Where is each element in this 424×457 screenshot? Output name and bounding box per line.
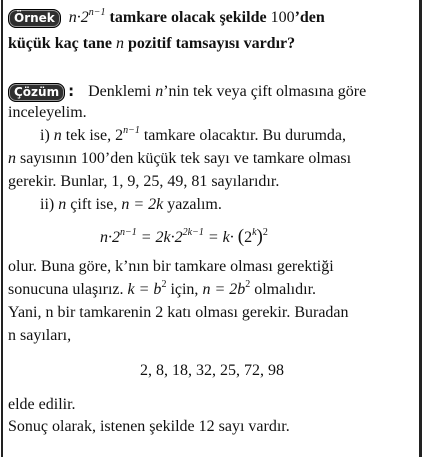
solution-colon: : (68, 82, 75, 100)
question-text-1b: ’den (294, 9, 325, 26)
line8-k-eq: k = b (127, 281, 162, 298)
solution-line-6 (40, 196, 222, 214)
eq-open-paren: ( (237, 226, 245, 247)
eq-term-2: = 2k·2 (136, 229, 183, 246)
case-i-text-2: tamkare olacaktır. Bu durumda, (139, 127, 347, 144)
solution-line-7: olur. Buna göre, k’nın bir tamkare olması gerektiği (8, 258, 334, 275)
solution-line-5: gerekir. Bunlar, 1, 9, 25, 49, 81 sayılarıdır. (8, 173, 280, 190)
solution-line-4 (8, 150, 351, 168)
solution-line-11: elde edilir. (8, 396, 76, 413)
solution-line-2: inceleyelim. (8, 104, 87, 121)
main-equation (100, 226, 268, 248)
line4-var: n (8, 150, 16, 167)
right-border (419, 0, 422, 457)
eq-exp-2: 2k−1 (182, 227, 204, 238)
question-text-2b: pozitif tamsayısı vardır? (124, 35, 296, 52)
question-line-1 (8, 9, 325, 28)
eq-term-3: = k· (203, 229, 238, 246)
line8-text-c: için, (166, 281, 203, 298)
sol-text-1a: Denklemi (88, 83, 156, 100)
question-number-100: 100 (270, 9, 295, 26)
left-border (1, 0, 3, 457)
solution-line-8 (8, 281, 316, 299)
question-text-2a: küçük kaç tane (8, 35, 117, 52)
solution-line-3 (40, 127, 346, 145)
sol-var-n: n (155, 83, 164, 100)
expr-exponent: n−1 (88, 7, 106, 18)
case-i-exponent: n−1 (123, 125, 140, 136)
case-ii-text-2: yazalım. (163, 196, 222, 213)
example-badge: Örnek (8, 9, 61, 28)
solution-conclusion: Sonuç olarak, istenen şekilde 12 sayı vardır. (8, 418, 290, 435)
line8-n-eq: n = 2b (202, 281, 246, 298)
question-expr (69, 9, 106, 26)
line8-exp-1: 2 (161, 279, 167, 290)
line8-text-a: sonucuna ulaşırız. (8, 281, 128, 298)
eq-close-paren: ) (256, 226, 263, 247)
line8-exp-2: 2 (245, 279, 251, 290)
question-line-2 (8, 35, 295, 53)
solution-line-9: Yani, n bir tamkarenin 2 katı olması gerekir. Buradan (8, 304, 349, 321)
solution-line-10: n sayıları, (8, 327, 72, 344)
result-number-list: 2, 8, 18, 32, 25, 72, 98 (140, 362, 284, 379)
eq-term-1: n·2 (100, 229, 120, 246)
sol-text-1b: ’nin tek veya çift olmasına göre (163, 83, 367, 100)
line8-text-f: olmalıdır. (250, 281, 317, 298)
case-ii-var: n (58, 196, 67, 213)
question-text-1: tamkare olacak şekilde (105, 9, 271, 26)
solution-badge: Çözüm (8, 83, 65, 102)
case-ii-text: çift ise, (66, 196, 122, 213)
line4-text: sayısının 100’den küçük tek sayı ve tamkare olması (16, 150, 352, 167)
case-ii-substitution: n = 2k (121, 196, 164, 213)
case-i-text: tek ise, (61, 127, 116, 144)
eq-term-4: 2 (244, 229, 253, 246)
case-i-label: i) (40, 127, 54, 144)
case-i-var: n (53, 127, 62, 144)
eq-exp-4: k (252, 227, 257, 238)
question-var-n: n (116, 35, 125, 52)
solution-line-1 (8, 82, 366, 102)
expr-base: n·2 (68, 9, 89, 26)
eq-exp-1: n−1 (120, 227, 137, 238)
eq-exp-5: 2 (262, 227, 268, 238)
case-ii-label: ii) (40, 196, 59, 213)
case-i-base: 2 (115, 127, 124, 144)
